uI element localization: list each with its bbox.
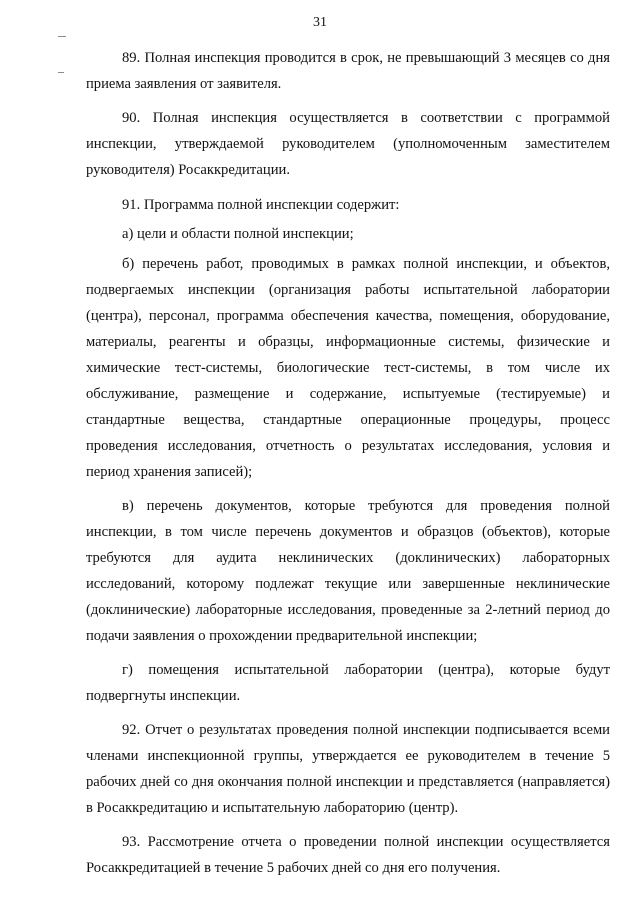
paragraph-91-b: б) перечень работ, проводимых в рамках полной инспекции, и объектов, подвергаемых инспекции (организация работы испытательной лаборатории (центра), персонал, программа обеспечения качества, помещения, оборудование, материалы, реагенты и образцы, информационные системы, физические и химические тест-системы, биологические тест-системы, в том числе их обслуживание, размещение и содержание, испытуемые (тестируемые) и стандартные вещества, стандартные операционные процедуры, процесс проведения исследования, отчетность о результатах исследования, условия и период хранения записей); bbox=[86, 256, 610, 480]
paragraph-91-a: а) цели и области полной инспекции; bbox=[122, 226, 354, 243]
paragraph-91-v: в) перечень документов, которые требуются для проведения полной инспекции, в том числе перечень документов и образцов (объектов), которые требуются для аудита неклинических (доклинических) лабораторных исследований, которому подлежат текущие или завершенные неклинические (доклинические) лабораторные исследования, проведенные за 2-летний период до подачи заявления о прохождении предварительной инспекции; bbox=[86, 498, 610, 644]
scan-mark-middle bbox=[58, 72, 64, 73]
document-body bbox=[86, 46, 610, 891]
paragraph-89: 89. Полная инспекция проводится в срок, не превышающий 3 месяцев со дня приема заявления от заявителя. bbox=[86, 50, 610, 92]
paragraph-91: 91. Программа полной инспекции содержит: bbox=[122, 196, 400, 213]
scan-mark-top bbox=[58, 36, 66, 37]
paragraph-92: 92. Отчет о результатах проведения полной инспекции подписывается всеми членами инспекционной группы, утверждается ее руководителем в течение 5 рабочих дней со дня окончания полной инспекции и представляется (направляется) в Росаккредитацию и испытательную лабораторию (центр). bbox=[86, 722, 610, 816]
paragraph-93: 93. Рассмотрение отчета о проведении полной инспекции осуществляется Росаккредитацией в течение 5 рабочих дней со дня его получения. bbox=[86, 834, 610, 877]
page-number: 31 bbox=[313, 15, 327, 30]
paragraph-90: 90. Полная инспекция осуществляется в соответствии с программой инспекции, утверждаемой руководителем (уполномоченным заместителем руководителя) Росаккредитации. bbox=[86, 110, 610, 179]
paragraph-91-g: г) помещения испытательной лаборатории (центра), которые будут подвергнуты инспекции. bbox=[86, 661, 610, 704]
